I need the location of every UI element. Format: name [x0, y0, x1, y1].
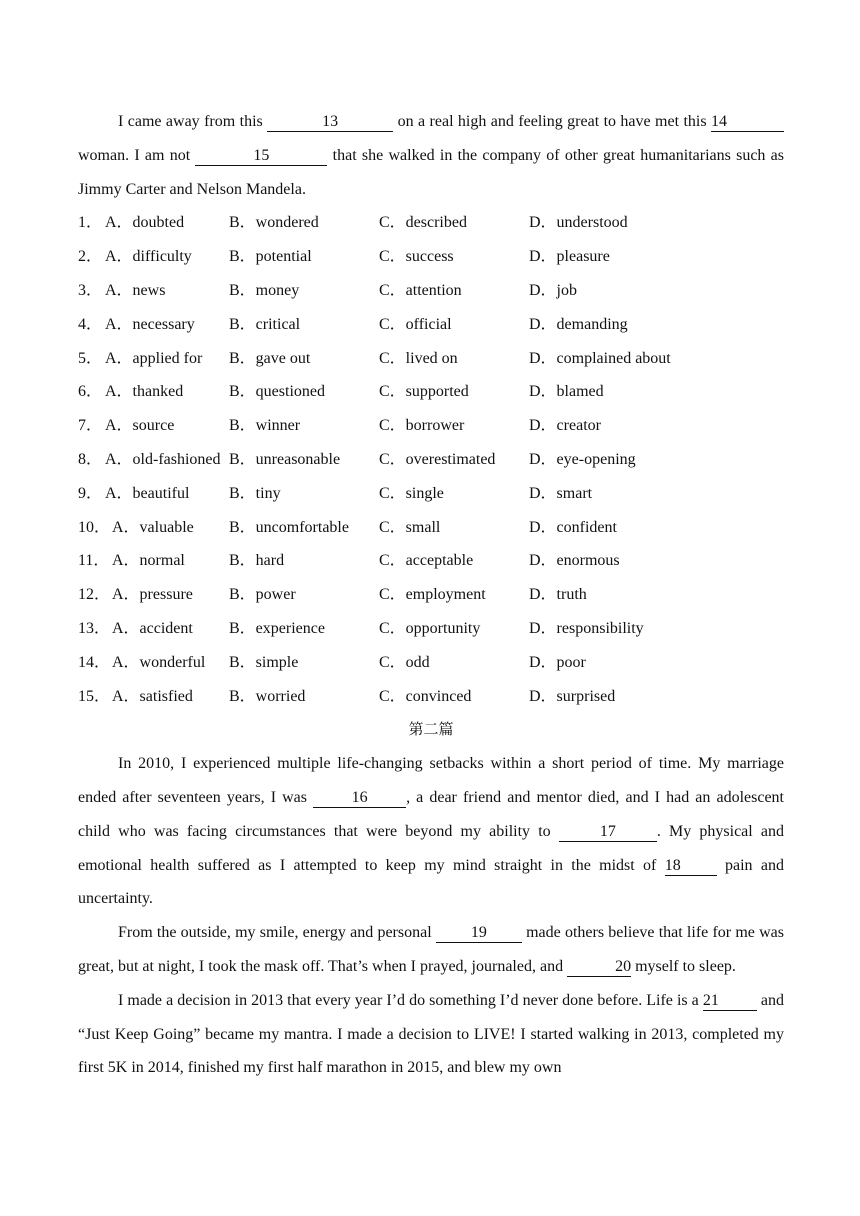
- option-row: [78, 240, 784, 274]
- question-number: 11．: [78, 552, 110, 570]
- option-b: B．critical: [229, 315, 301, 333]
- option-b: B．questioned: [229, 383, 325, 401]
- option-a: A．satisfied: [112, 687, 193, 705]
- option-row: [78, 375, 784, 409]
- option-d: D．confident: [529, 518, 617, 536]
- question-number: 8．: [78, 450, 103, 468]
- option-d: D．pleasure: [529, 248, 610, 266]
- text-run: In 2010, I experienced multiple life-changing setbacks within a short period of time. My marriage ended after seventeen years, I was: [78, 755, 784, 806]
- option-d: D．demanding: [529, 315, 628, 333]
- option-c: C．borrower: [379, 417, 465, 435]
- question-number: 10．: [78, 518, 111, 536]
- option-row: [78, 443, 784, 477]
- option-b: B．tiny: [229, 484, 281, 502]
- option-d: D．understood: [529, 214, 628, 232]
- option-row: [78, 511, 784, 545]
- option-c: C．opportunity: [379, 619, 481, 637]
- blank-19: 19: [436, 924, 522, 943]
- option-b: B．experience: [229, 619, 325, 637]
- option-a: A．source: [105, 417, 175, 435]
- option-c: C．supported: [379, 383, 469, 401]
- option-d: D．eye-opening: [529, 450, 636, 468]
- option-a: A．wonderful: [112, 653, 206, 671]
- option-c: C．small: [379, 518, 441, 536]
- option-a: A．beautiful: [105, 484, 190, 502]
- document-content: [78, 105, 784, 1085]
- option-c: C．described: [379, 214, 467, 232]
- text-run: woman. I am not: [78, 146, 196, 164]
- section-title: 第二篇: [408, 720, 454, 739]
- option-b: B．gave out: [229, 349, 311, 367]
- blank-21: 21: [703, 992, 757, 1011]
- option-c: C．lived on: [379, 349, 458, 367]
- text-run: myself to sleep.: [631, 957, 736, 975]
- option-b: B．worried: [229, 687, 306, 705]
- option-c: C．convinced: [379, 687, 472, 705]
- option-d: D．blamed: [529, 383, 604, 401]
- option-row: [78, 612, 784, 646]
- option-row: [78, 578, 784, 612]
- blank-18: 18: [665, 857, 717, 876]
- question-number: 5．: [78, 349, 103, 367]
- question-number: 14．: [78, 653, 111, 671]
- text-run: From the outside, my smile, energy and personal: [118, 924, 436, 942]
- blank-15: 15: [195, 147, 327, 166]
- option-c: C．official: [379, 315, 452, 333]
- blank-20: 20: [567, 958, 631, 977]
- option-c: C．attention: [379, 281, 462, 299]
- option-d: D．surprised: [529, 687, 616, 705]
- text-run: on a real high and feeling great to have met this: [393, 113, 712, 130]
- question-number: 9．: [78, 484, 103, 502]
- option-a: A．accident: [112, 619, 193, 637]
- option-b: B．money: [229, 281, 300, 299]
- question-number: 12．: [78, 586, 111, 604]
- option-c: C．employment: [379, 586, 486, 604]
- blank-13: 13: [267, 113, 393, 132]
- option-b: B．wondered: [229, 214, 319, 232]
- option-row: [78, 308, 784, 342]
- option-a: A．doubted: [105, 214, 185, 232]
- option-row: [78, 274, 784, 308]
- option-row: [78, 477, 784, 511]
- question-number: 3．: [78, 281, 103, 299]
- text-run: that she walked in the company of other great humanitarians such as Jimmy Carter and Nelson Mandela.: [78, 146, 784, 198]
- text-run: . My physical and emotional health suffered as I attempted to keep my mind straight in the midst of: [78, 822, 784, 874]
- passage-paragraph-2: [78, 747, 784, 916]
- option-c: C．acceptable: [379, 552, 474, 570]
- option-a: A．thanked: [105, 383, 184, 401]
- option-row: [78, 646, 784, 680]
- blank-17: 17: [559, 823, 657, 842]
- text-run: I made a decision in 2013 that every year I’d do something I’d never done before. Life is a: [118, 991, 703, 1009]
- option-a: A．difficulty: [105, 248, 192, 266]
- option-b: B．hard: [229, 552, 285, 570]
- text-run: made others believe that life for me was great, but at night, I took the mask off. That’s when I prayed, journaled, and: [78, 924, 784, 975]
- blank-16: 16: [313, 789, 406, 808]
- option-c: C．single: [379, 484, 444, 502]
- text-run: and “Just Keep Going” became my mantra. I made a decision to LIVE! I started walking in 2013, completed my first 5K in 2014, finished my first half marathon in 2015, and blew my own: [78, 991, 784, 1077]
- text-run: pain and uncertainty.: [78, 856, 784, 908]
- passage-paragraph-3: [78, 916, 784, 984]
- option-a: A．pressure: [112, 586, 193, 604]
- option-d: D．complained about: [529, 349, 671, 367]
- option-row: [78, 206, 784, 240]
- option-row: [78, 544, 784, 578]
- option-b: B．unreasonable: [229, 450, 341, 468]
- option-b: B．simple: [229, 653, 299, 671]
- option-d: D．responsibility: [529, 619, 644, 637]
- option-b: B．winner: [229, 417, 301, 435]
- question-number: 13．: [78, 619, 111, 637]
- option-row: [78, 342, 784, 376]
- question-number: 6．: [78, 383, 103, 401]
- option-b: B．power: [229, 586, 296, 604]
- question-number: 2．: [78, 248, 103, 266]
- option-a: A．necessary: [105, 315, 195, 333]
- text-run: , a dear friend and mentor died, and I had an adolescent child who was facing circumstances that were beyond my ability to: [78, 788, 784, 840]
- question-number: 1．: [78, 214, 103, 232]
- question-number: 15．: [78, 687, 111, 705]
- answer-options: [78, 206, 784, 713]
- option-d: D．job: [529, 281, 578, 299]
- text-run: I came away from this: [118, 113, 268, 130]
- option-d: D．enormous: [529, 552, 620, 570]
- option-d: D．truth: [529, 586, 587, 604]
- option-a: A．applied for: [105, 349, 203, 367]
- blank-14: 14: [711, 113, 784, 132]
- option-a: A．normal: [112, 552, 185, 570]
- option-c: C．success: [379, 248, 454, 266]
- passage-paragraph-4: [78, 984, 784, 1085]
- question-number: 4．: [78, 315, 103, 333]
- option-row: [78, 680, 784, 714]
- option-b: B．potential: [229, 248, 312, 266]
- option-c: C．overestimated: [379, 450, 496, 468]
- option-b: B．uncomfortable: [229, 518, 349, 536]
- option-c: C．odd: [379, 653, 430, 671]
- option-d: D．creator: [529, 417, 601, 435]
- option-d: D．smart: [529, 484, 593, 502]
- passage-paragraph-1: [78, 105, 784, 206]
- option-a: A．old-fashioned: [105, 450, 221, 468]
- option-a: A．news: [105, 281, 166, 299]
- option-a: A．valuable: [112, 518, 194, 536]
- question-number: 7．: [78, 417, 103, 435]
- option-row: [78, 409, 784, 443]
- option-d: D．poor: [529, 653, 586, 671]
